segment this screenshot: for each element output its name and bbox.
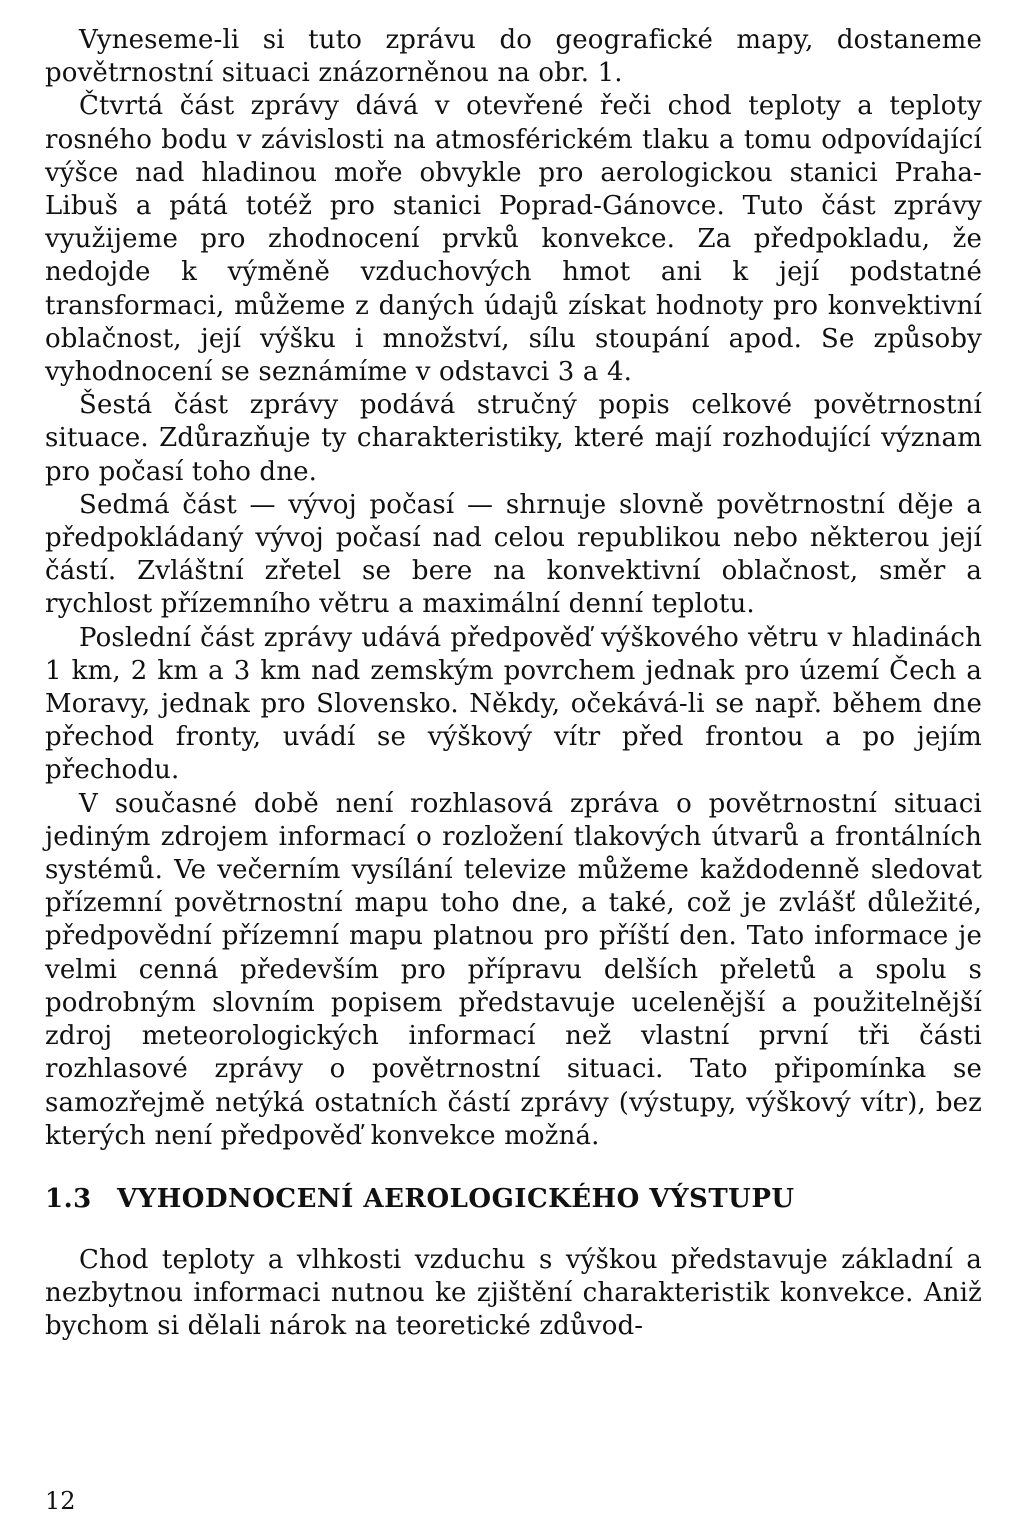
- section-heading: [45, 1182, 982, 1216]
- paragraph: Poslední část zprávy udává předpověď výškového větru v hladinách 1 km, 2 km a 3 km nad zemským povrchem jednak pro území Čech a Moravy, jednak pro Slovensko. Někdy, očekává-li se např. během dne přechod fronty, uvádí se výškový vítr před frontou a po jejím přechodu.: [45, 622, 982, 786]
- paragraph: Vyneseme-li si tuto zprávu do geografické mapy, dostaneme povětrnostní situaci znázorněnou na obr. 1.: [45, 25, 982, 89]
- section-number: 1.3: [45, 1183, 92, 1214]
- paragraph: Čtvrtá část zprávy dává v otevřené řeči chod teploty a teploty rosného bodu v závislosti na atmosférickém tlaku a tomu odpovídající výšce nad hladinou moře obvykle pro aerologickou stanici Praha-Libuš a pátá totéž pro stanici Poprad-Gánovce. Tuto část zprávy využijeme pro zhodnocení prvků konvekce. Za předpokladu, že nedojde k výměně vzduchových hmot ani k její podstatné transformaci, můžeme z daných údajů získat hodnoty pro konvektivní oblačnost, její výšku i množství, sílu stoupání apod. Se způsoby vyhodnocení se seznámíme v odstavci 3 a 4.: [45, 91, 982, 388]
- paragraph: Chod teploty a vlhkosti vzduchu s výškou představuje základní a nezbytnou informaci nutnou ke zjištění charakteristik konvekce. Aniž bychom si dělali nárok na teoretické zdůvod-: [45, 1244, 982, 1342]
- paragraph: Šestá část zprávy podává stručný popis celkové povětrnostní situace. Zdůrazňuje ty charakteristiky, které mají rozhodující význam pro počasí toho dne.: [45, 390, 982, 487]
- section-title: VYHODNOCENÍ AEROLOGICKÉHO VÝSTUPU: [117, 1183, 795, 1214]
- page-number: 12: [45, 1487, 76, 1515]
- paragraph: Sedmá část — vývoj počasí — shrnuje slovně povětrnostní děje a předpokládaný vývoj počasí nad celou republikou nebo některou její částí. Zvláštní zřetel se bere na konvektivní oblačnost, směr a rychlost přízemního větru a maximální denní teplotu.: [45, 489, 982, 620]
- paragraph: V současné době není rozhlasová zpráva o povětrnostní situaci jediným zdrojem informací o rozložení tlakových útvarů a frontálních systémů. Ve večerním vysílání televize můžeme každodenně sledovat přízemní povětrnostní mapu toho dne, a také, což je zvlášť důležité, předpovědní přízemní mapu platnou pro příští den. Tato informace je velmi cenná především pro přípravu delších přeletů a spolu s podrobným slovním popisem představuje ucelenější a použitelnější zdroj meteorologických informací než vlastní první tři části rozhlasové zprávy o povětrnostní situaci. Tato připomínka se samozřejmě netýká ostatních částí zprávy (výstupy, výškový vítr), bez kterých není předpověď konvekce možná.: [45, 788, 982, 1151]
- page-content: [45, 24, 982, 1344]
